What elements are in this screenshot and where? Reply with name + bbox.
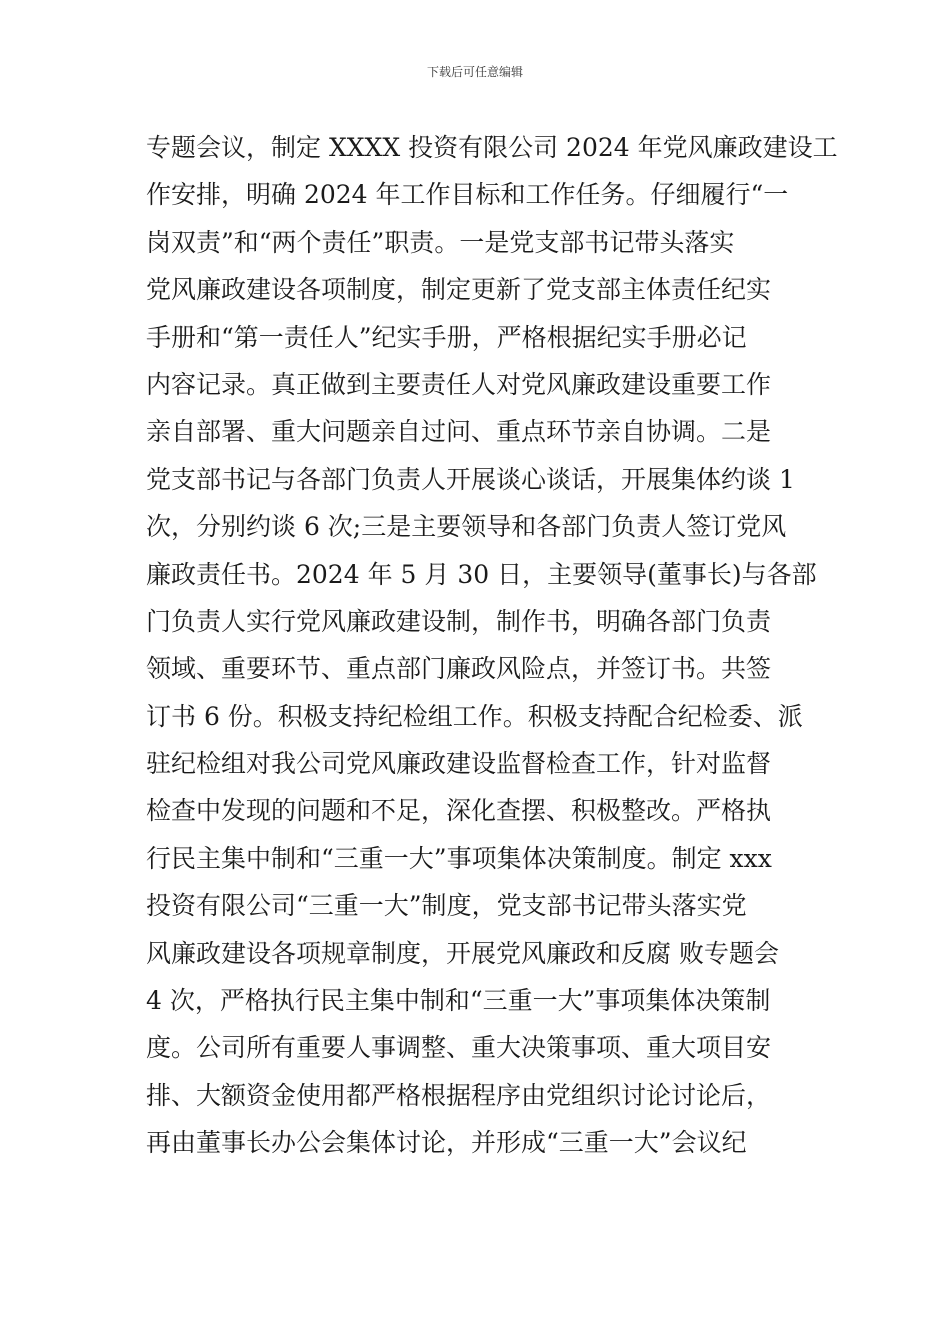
- body-line: 驻纪检组对我公司党风廉政建设监督检查工作，针对监督: [146, 749, 772, 779]
- body-line: 领域、重要环节、重点部门廉政风险点，并签订书。共签: [146, 654, 772, 684]
- body-line: 门负责人实行党风廉政建设制，制作书，明确各部门负责: [146, 606, 772, 636]
- page-header: 下载后可任意编辑: [426, 65, 523, 79]
- body-line: 廉政责任书。2024 年 5 月 30 日，主要领导(董事长)与各部: [146, 559, 817, 589]
- body-line: 专题会议，制定 XXXX 投资有限公司 2024 年党风廉政建设工: [146, 133, 838, 162]
- body-line: 作安排，明确 2024 年工作目标和工作任务。仔细履行“一: [146, 180, 789, 210]
- body-line: 4 次，严格执行民主集中制和“三重一大”事项集体决策制: [146, 986, 771, 1016]
- body-line: 亲自部署、重大问题亲自过问、重点环节亲自协调。二是: [146, 417, 772, 447]
- body-line: 订书 6 份。积极支持纪检组工作。积极支持配合纪检委、派: [146, 701, 803, 731]
- body-line: 度。公司所有重要人事调整、重大决策事项、重大项目安: [146, 1033, 772, 1063]
- body-line: 行民主集中制和“三重一大”事项集体决策制度。制定 xxx: [146, 843, 772, 873]
- body-line: 手册和“第一责任人”纪实手册，严格根据纪实手册必记: [146, 322, 747, 352]
- body-line: 检查中发现的问题和不足，深化查摆、积极整改。严格执: [146, 796, 772, 826]
- body-line: 排、大额资金使用都严格根据程序由党组织讨论讨论后，: [146, 1080, 772, 1110]
- body-line: 次，分别约谈 6 次;三是主要领导和各部门负责人签订党风: [146, 512, 787, 542]
- body-line: 党风廉政建设各项制度，制定更新了党支部主体责任纪实: [146, 275, 772, 305]
- body-line: 党支部书记与各部门负责人开展谈心谈话，开展集体约谈 1: [146, 464, 795, 494]
- body-line: 投资有限公司“三重一大”制度，党支部书记带头落实党: [146, 891, 747, 921]
- body-line: 风廉政建设各项规章制度，开展党风廉政和反腐 败专题会: [146, 938, 779, 968]
- body-line: 再由董事长办公会集体讨论，并形成“三重一大”会议纪: [146, 1128, 747, 1158]
- document-body: [146, 124, 838, 1167]
- body-line: 岗双责”和“两个责任”职责。一是党支部书记带头落实: [146, 227, 735, 257]
- body-line: 内容记录。真正做到主要责任人对党风廉政建设重要工作: [146, 369, 772, 399]
